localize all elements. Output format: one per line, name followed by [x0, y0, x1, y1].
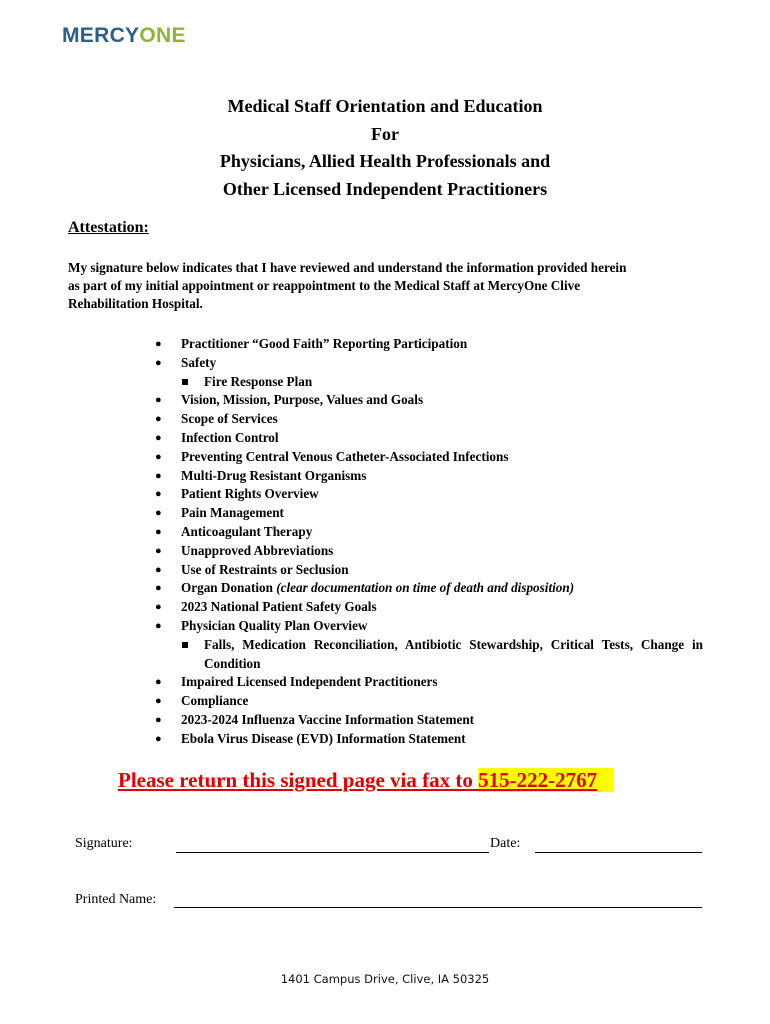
bullet-icon: ●	[155, 450, 162, 463]
logo-mark: .	[186, 38, 189, 44]
list-item	[155, 429, 703, 448]
list-item-text: 2023-2024 Influenza Vaccine Information Statement	[181, 711, 475, 727]
printed-name-label: Printed Name:	[75, 892, 157, 907]
intro-line-1: My signature below indicates that I have reviewed and understand the information provided herein	[68, 260, 627, 275]
fax-number: 515-222-2767	[478, 768, 613, 792]
intro-line-3: Rehabilitation Hospital.	[68, 296, 203, 311]
attestation-statement	[68, 259, 708, 313]
list-item-text: Safety	[181, 354, 217, 370]
list-item-text: Compliance	[181, 693, 249, 709]
square-bullet-icon	[182, 379, 188, 385]
bullet-icon: ●	[155, 544, 162, 557]
topic-list	[155, 335, 703, 749]
bullet-icon: ●	[155, 601, 162, 614]
list-item-text: Pain Management	[181, 505, 284, 521]
list-item	[155, 617, 703, 636]
list-item	[155, 485, 703, 504]
list-item-text: Practitioner “Good Faith” Reporting Participation	[181, 336, 468, 351]
list-item-text: Patient Rights Overview	[181, 486, 319, 502]
list-item	[155, 673, 703, 692]
list-item-text: Preventing Central Venous Catheter-Associated Infections	[181, 448, 509, 464]
list-item-text: Use of Restraints or Seclusion	[181, 561, 349, 577]
sub-list-item-text: Fire Response Plan	[204, 373, 313, 389]
list-item-note: (clear documentation on time of death and disposition)	[276, 580, 575, 596]
list-item	[155, 579, 703, 598]
list-item	[155, 561, 703, 580]
list-item	[155, 410, 703, 429]
bullet-icon: ●	[155, 488, 162, 501]
bullet-icon: ●	[155, 582, 162, 595]
list-item-text: Impaired Licensed Independent Practitioners	[181, 674, 438, 690]
fax-instruction	[118, 768, 613, 793]
bullet-icon: ●	[155, 525, 162, 538]
list-item	[155, 692, 703, 711]
attestation-heading: Attestation:	[68, 219, 149, 236]
signature-line[interactable]	[176, 852, 489, 853]
list-item	[155, 598, 703, 617]
list-item-text: Ebola Virus Disease (EVD) Information Statement	[181, 730, 466, 746]
signature-label: Signature:	[75, 836, 133, 851]
sub-list-item	[155, 636, 703, 674]
list-item-text: Vision, Mission, Purpose, Values and Goals	[181, 392, 424, 408]
bullet-icon: ●	[155, 338, 162, 350]
list-item-text: Anticoagulant Therapy	[181, 523, 313, 539]
bullet-icon: ●	[155, 356, 162, 369]
list-item-text: Physician Quality Plan Overview	[181, 617, 368, 633]
intro-line-2: as part of my initial appointment or reappointment to the Medical Staff at MercyOne Clive	[68, 278, 581, 293]
list-item	[155, 354, 703, 373]
bullet-icon: ●	[155, 563, 162, 576]
bullet-icon: ●	[155, 507, 162, 520]
bullet-icon: ●	[155, 413, 162, 426]
title-line-1: Medical Staff Orientation and Education	[227, 96, 543, 116]
square-bullet-icon	[182, 642, 188, 648]
list-item	[155, 467, 703, 486]
list-item	[155, 542, 703, 561]
printed-name-line[interactable]	[174, 907, 702, 908]
date-line[interactable]	[535, 852, 702, 853]
logo-one-text: ONE	[139, 24, 186, 47]
list-item	[155, 504, 703, 523]
list-item	[155, 335, 703, 354]
list-item	[155, 523, 703, 542]
list-item-text: 2023 National Patient Safety Goals	[181, 599, 377, 615]
list-item-text: Scope of Services	[181, 411, 278, 427]
list-item-text: Unapproved Abbreviations	[181, 542, 334, 558]
bullet-icon: ●	[155, 695, 162, 708]
bullet-icon: ●	[155, 469, 162, 482]
bullet-icon: ●	[155, 713, 162, 726]
list-item	[155, 711, 703, 730]
list-item	[155, 448, 703, 467]
bullet-icon: ●	[155, 619, 162, 632]
bullet-icon: ●	[155, 676, 162, 689]
bullet-icon: ●	[155, 732, 162, 745]
title-line-3: Physicians, Allied Health Professionals and	[219, 151, 551, 171]
mercyone-logo	[62, 24, 189, 48]
date-label: Date:	[490, 836, 521, 851]
sub-list-item	[155, 373, 703, 392]
list-item-text: Organ Donation	[181, 580, 277, 596]
sub-list-item-text: Falls, Medication Reconciliation, Antibiotic Stewardship, Critical Tests, Change in Condition	[204, 636, 703, 671]
fax-instruction-text: Please return this signed page via fax to	[118, 768, 479, 792]
list-item	[155, 391, 703, 410]
logo-mercy-text: MERCY	[62, 24, 140, 47]
list-item-text: Multi-Drug Resistant Organisms	[181, 467, 367, 483]
footer-address: 1401 Campus Drive, Clive, IA 50325	[280, 972, 490, 986]
bullet-icon: ●	[155, 431, 162, 444]
title-line-4: Other Licensed Independent Practitioners	[222, 178, 548, 199]
list-item-text: Infection Control	[181, 429, 279, 445]
document-title	[0, 93, 770, 203]
bullet-icon: ●	[155, 394, 162, 407]
title-line-2: For	[371, 123, 399, 144]
list-item	[155, 730, 703, 749]
